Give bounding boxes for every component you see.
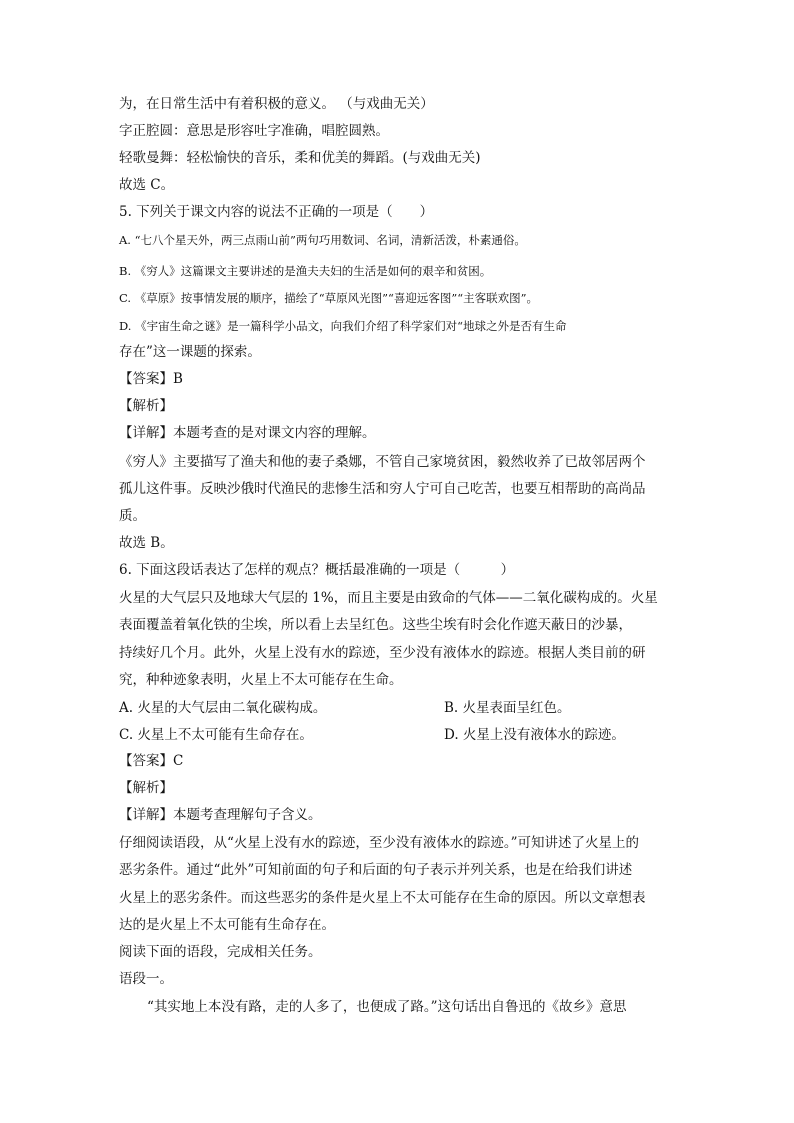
text-line: 为，在日常生活中有着积极的意义。 （与戏曲无关）: [119, 96, 434, 112]
answer-label: 【答案】B: [119, 371, 183, 387]
detail-label: 【详解】本题考查的是对课文内容的理解。: [119, 425, 376, 441]
passage-line: 火星的大气层只及地球大气层的 1%，而且主要是由致命的气体——二氧化碳构成的。火星: [119, 590, 658, 606]
analysis-label: 【解析】: [119, 398, 173, 414]
text-line: 恶劣条件。通过“此外”可知前面的句子和后面的句子表示并列关系，也是在给我们讲述: [119, 862, 633, 878]
option-b: B. 《穷人》这篇课文主要讲述的是渔夫夫妇的生活是如何的艰辛和贫困。: [119, 264, 492, 278]
question-6-stem: 6. 下面这段话表达了怎样的观点？概括最准确的一项是（ ）: [119, 562, 515, 578]
text-line: 质。: [119, 508, 146, 524]
section-label: 语段一。: [119, 971, 173, 987]
instruction-line: 阅读下面的语段，完成相关任务。: [119, 944, 322, 960]
question-5-stem: 5. 下列关于课文内容的说法不正确的一项是（ ）: [119, 204, 434, 220]
answer-label: 【答案】C: [119, 753, 184, 769]
text-line: 孤儿这件事。反映沙俄时代渔民的悲惨生活和穷人宁可自己吃苦，也要互相帮助的高尚品: [119, 481, 646, 497]
text-line: 轻歌曼舞：轻松愉快的音乐，柔和优美的舞蹈。(与戏曲无关): [119, 150, 481, 166]
text-line: 仔细阅读语段，从“火星上没有水的踪迹，至少没有液体水的踪迹。”可知讲述了火星上的: [119, 835, 640, 851]
option-b: B. 火星表面呈红色。: [444, 700, 571, 716]
option-c: C. 火星上不太可能有生命存在。: [119, 727, 313, 743]
option-d: D. 火星上没有液体水的踪迹。: [444, 727, 625, 743]
text-line: 《穷人》主要描写了渔夫和他的妻子桑娜，不管自己家境贫困，毅然收养了已故邻居两个: [119, 454, 646, 470]
option-d: D. 《宇宙生命之谜》是一篇科学小品文，向我们介绍了科学家们对“地球之外是否有生命: [119, 319, 567, 333]
option-d-continued: 存在”这一课题的探索。: [119, 344, 261, 360]
quote-line: “其实地上本没有路，走的人多了，也便成了路。”这句话出自鲁迅的《故乡》意思: [147, 999, 627, 1015]
passage-line: 究，种种迹象表明，火星上不太可能存在生命。: [119, 672, 403, 688]
text-line: 字正腔圆：意思是形容吐字准确，唱腔圆熟。: [119, 123, 389, 139]
analysis-label: 【解析】: [119, 780, 173, 796]
option-a: A. 火星的大气层由二氧化碳构成。: [119, 700, 327, 716]
option-a: A. “七八个星天外，两三点雨山前”两句巧用数词、名词，清新活泼，朴素通俗。: [119, 233, 526, 247]
option-c: C. 《草原》按事情发展的顺序，描绘了“草原风光图”“喜迎远客图”“主客联欢图”。: [119, 291, 538, 305]
text-line: 故选 B。: [119, 535, 174, 551]
text-line: 火星上的恶劣条件。而这些恶劣的条件是火星上不太可能存在生命的原因。所以文章想表: [119, 890, 646, 906]
text-line: 达的是火星上不太可能有生命存在。: [119, 917, 335, 933]
detail-label: 【详解】本题考查理解句子含义。: [119, 807, 322, 823]
text-line: 故选 C。: [119, 177, 175, 193]
passage-line: 表面覆盖着氧化铁的尘埃，所以看上去呈红色。这些尘埃有时会化作遮天蔽日的沙暴，: [119, 617, 632, 633]
passage-line: 持续好几个月。此外，火星上没有水的踪迹，至少没有液体水的踪迹。根据人类目前的研: [119, 645, 646, 661]
